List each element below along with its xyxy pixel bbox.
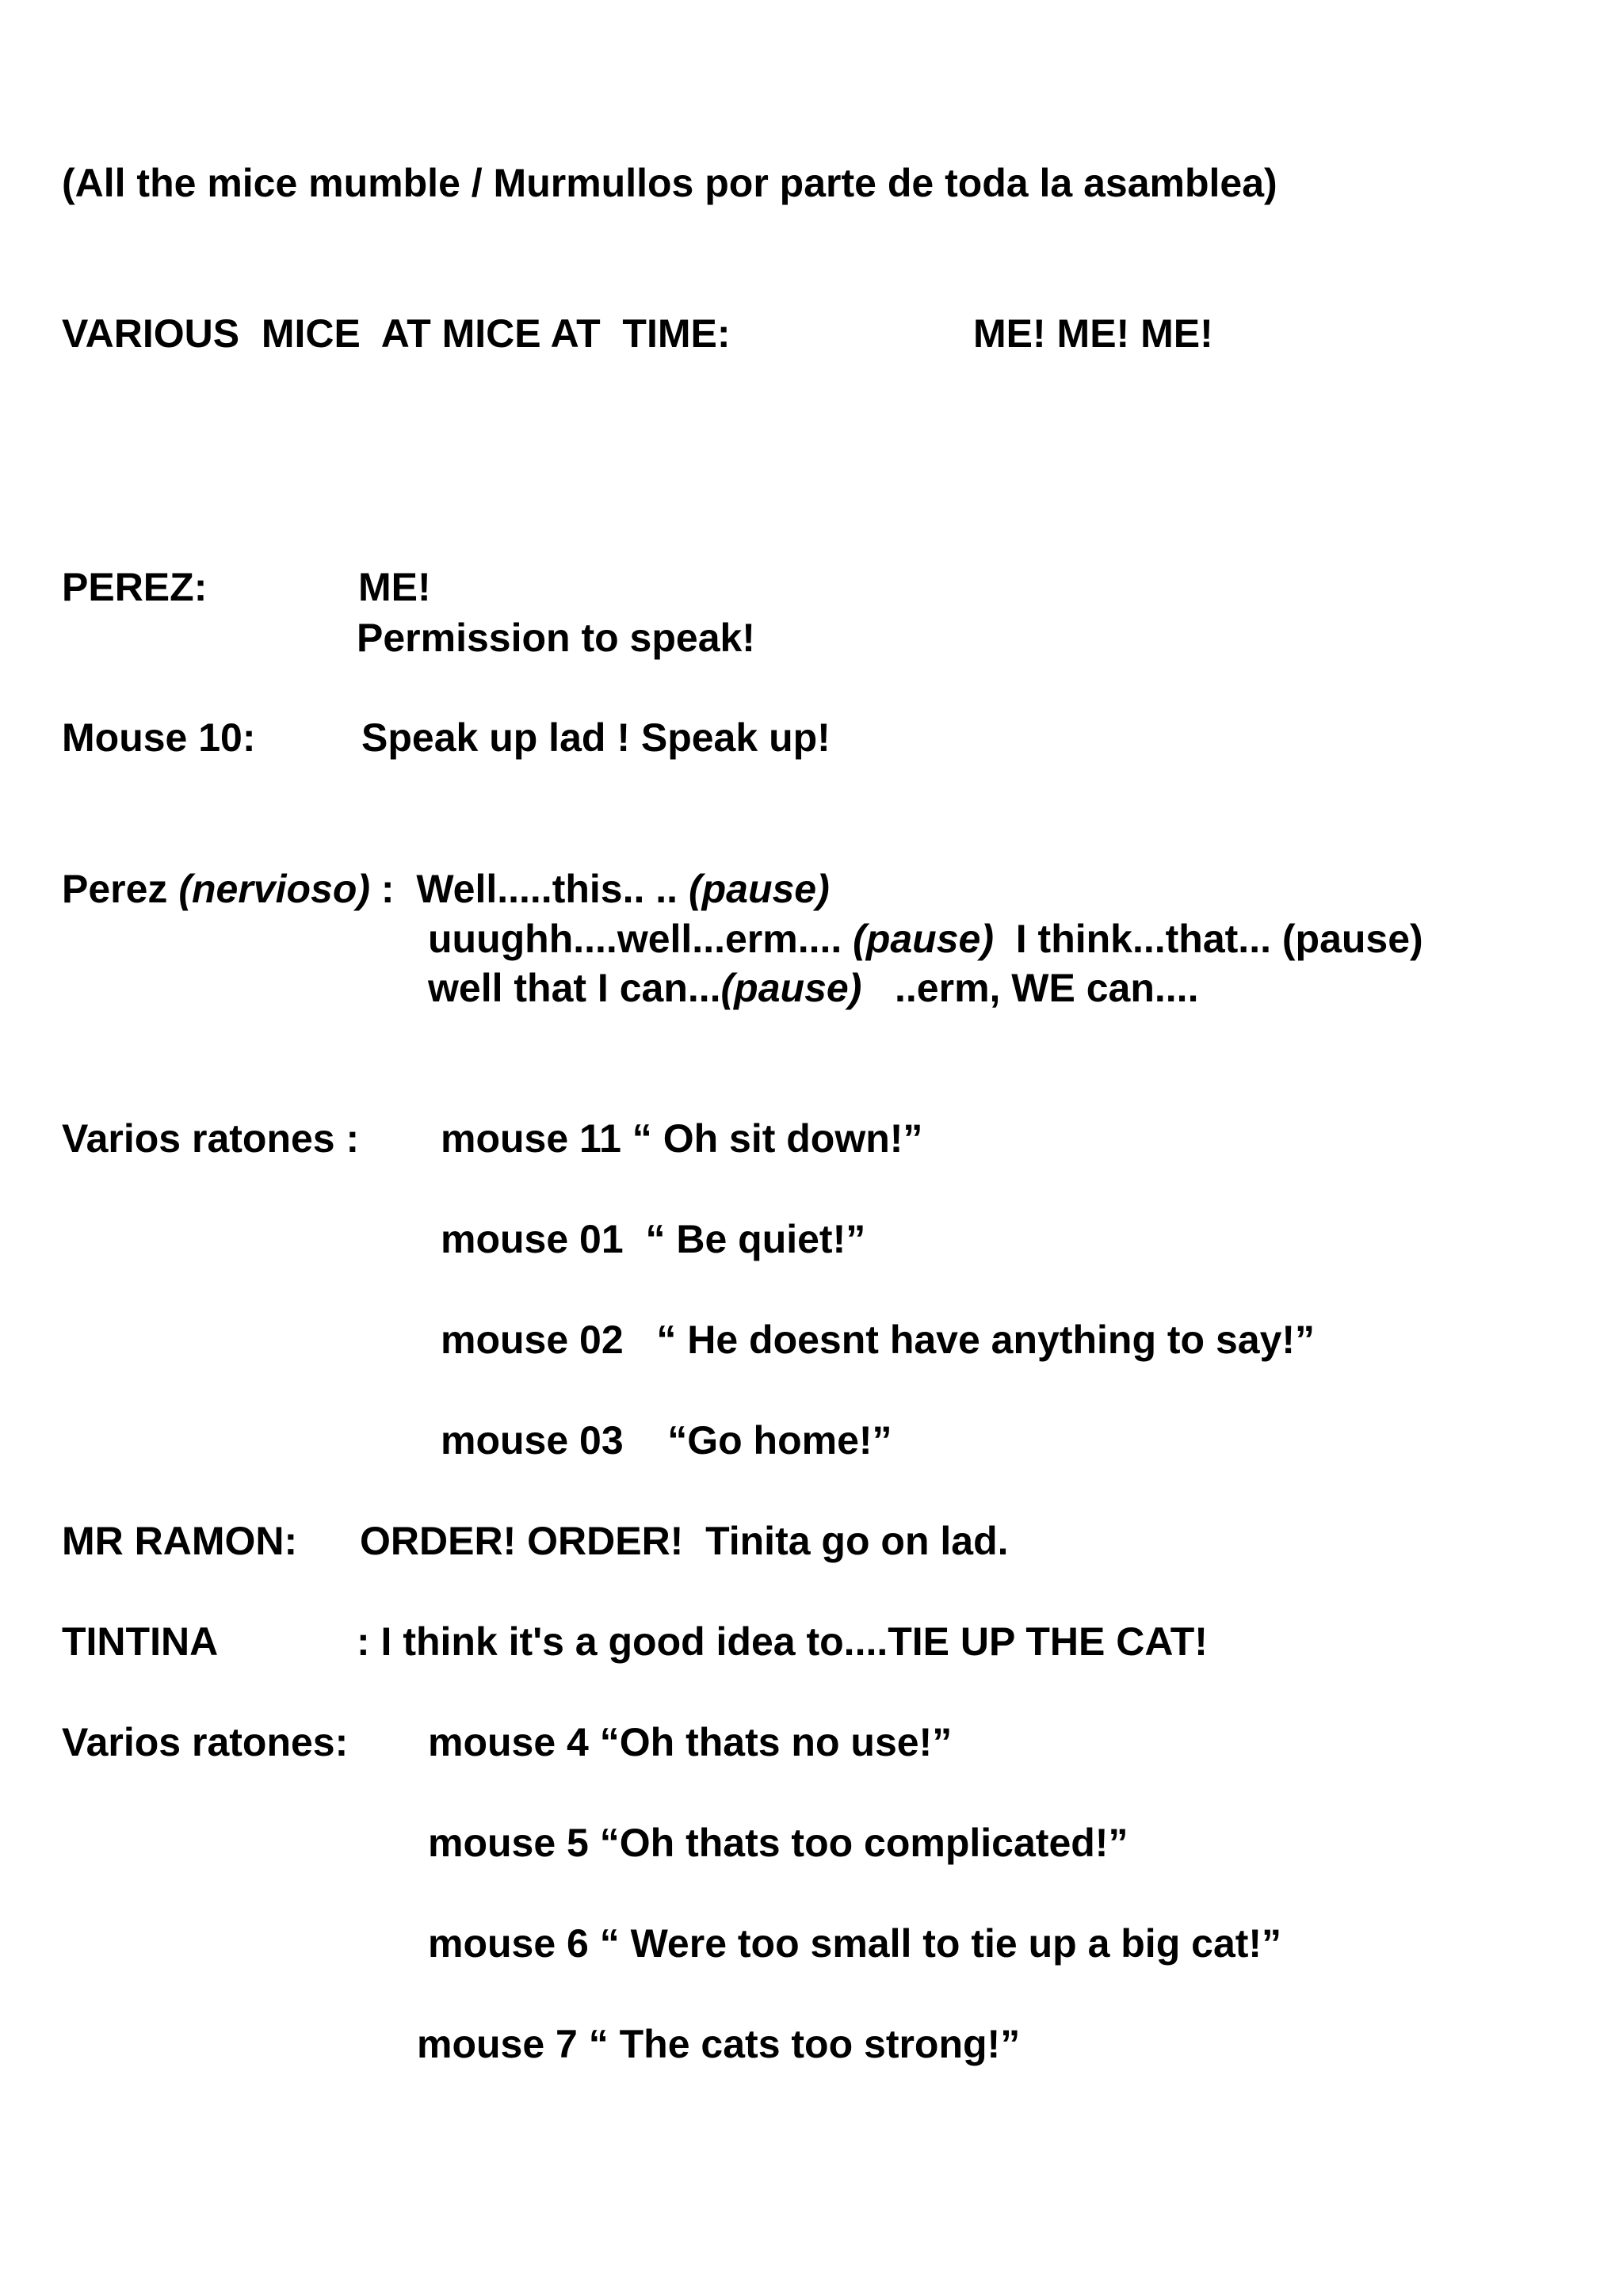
speaker-various-mice: VARIOUS MICE AT MICE AT TIME: (62, 311, 731, 356)
dialogue-text: well that I can... (428, 966, 721, 1010)
speaker-perez: PEREZ: (62, 565, 208, 609)
dialogue-line: ME! (358, 565, 431, 609)
dialogue-text: I think...that... (pause) (993, 917, 1423, 961)
speaker-varios-ratones: Varios ratones : (62, 1116, 360, 1161)
dialogue-line: Speak up lad ! Speak up! (361, 715, 831, 760)
dialogue-line: : I think it's a good idea to....TIE UP THE CAT! (357, 1619, 1208, 1664)
dialogue-line: mouse 4 “Oh thats no use!” (428, 1720, 953, 1764)
speaker-mr-ramon: MR RAMON: (62, 1519, 298, 1563)
stage-direction: (pause) (853, 917, 994, 961)
dialogue-line: mouse 5 “Oh thats too complicated!” (428, 1821, 1128, 1865)
speaker-mouse-10: Mouse 10: (62, 715, 256, 760)
dialogue-line: mouse 11 “ Oh sit down!” (441, 1116, 923, 1161)
dialogue-text: uuughh....well...erm.... (428, 917, 854, 961)
dialogue-line: mouse 6 “ Were too small to tie up a big cat!” (428, 1921, 1282, 1966)
speaker-perez-nervioso (62, 869, 830, 909)
dialogue-line: mouse 01 “ Be quiet!” (441, 1217, 866, 1261)
dialogue-line: ME! ME! ME! (973, 311, 1213, 356)
stage-direction: (nervioso) (178, 867, 371, 911)
dialogue-line: Permission to speak! (357, 616, 755, 660)
dialogue-line (428, 968, 1198, 1008)
speaker-name: Perez (62, 867, 179, 911)
dialogue-text: ..erm, WE can.... (861, 966, 1199, 1010)
dialogue-line: mouse 7 “ The cats too strong!” (417, 2022, 1021, 2066)
dialogue-line: mouse 03 “Go home!” (441, 1418, 892, 1463)
dialogue-line (428, 919, 1423, 959)
dialogue-text: Well.....this.. .. (416, 867, 689, 911)
speaker-colon: : (370, 867, 417, 911)
speaker-tintina: TINTINA (62, 1619, 219, 1664)
stage-direction: (All the mice mumble / Murmullos por parte de toda la asamblea) (62, 161, 1277, 205)
stage-direction: (pause) (688, 867, 830, 911)
speaker-varios-ratones: Varios ratones: (62, 1720, 349, 1764)
dialogue-line: ORDER! ORDER! Tinita go on lad. (360, 1519, 1009, 1563)
dialogue-line: mouse 02 “ He doesnt have anything to say!” (441, 1318, 1316, 1362)
stage-direction: (pause) (720, 966, 862, 1010)
